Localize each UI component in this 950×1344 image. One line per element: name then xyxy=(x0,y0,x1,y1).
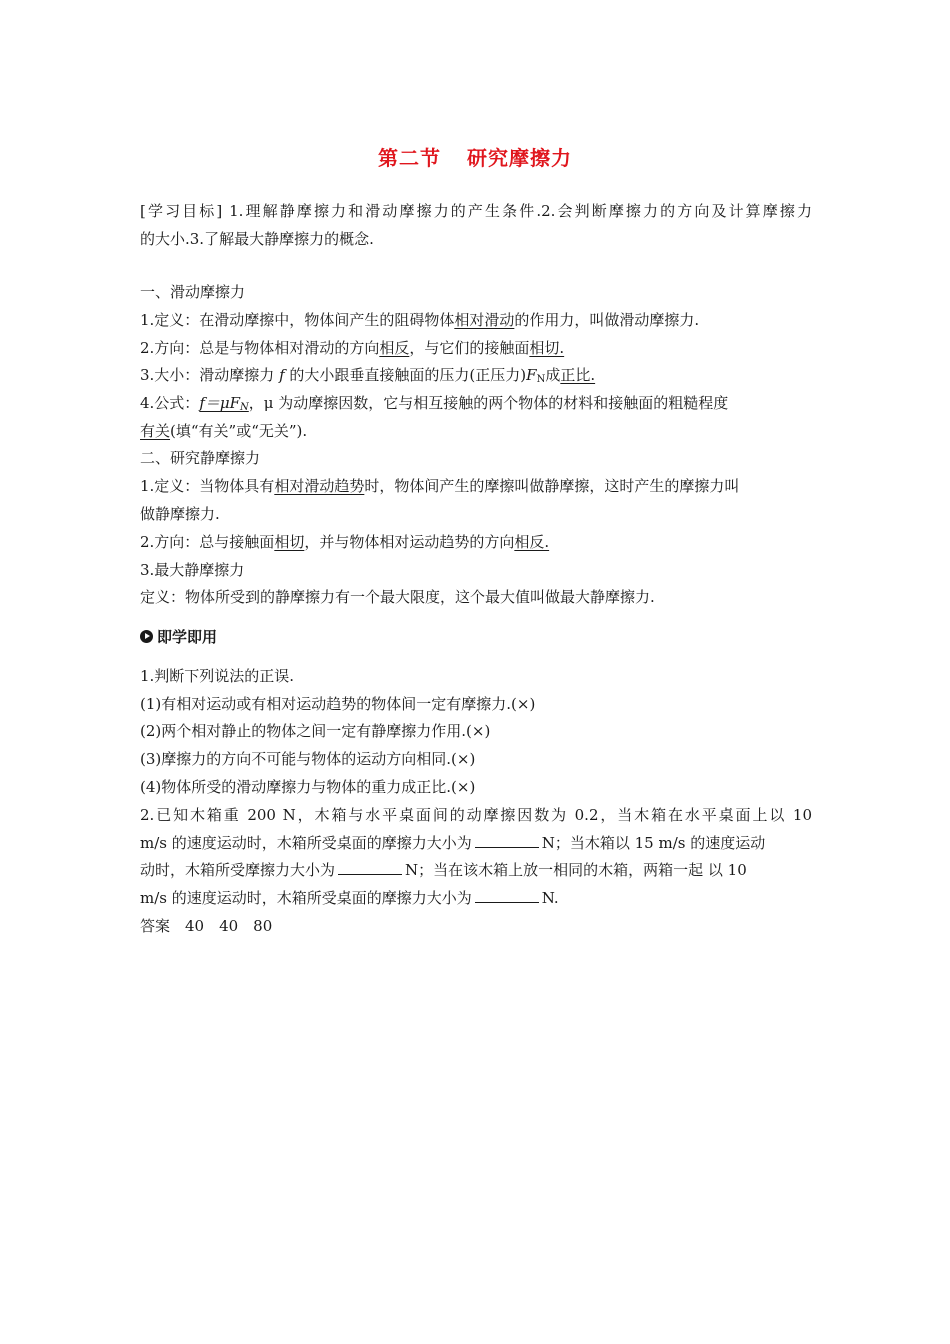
question-1-item: (1)有相对运动或有相对运动趋势的物体间一定有摩擦力.(×) xyxy=(140,695,536,713)
answer-underline: 相反. xyxy=(514,533,550,551)
question-2-line-1: 2.已知木箱重 200 N，木箱与水平桌面间的动摩擦因数为 0.2，当木箱在水平桌面上以 10 xyxy=(140,806,812,824)
title-topic: 研究摩擦力 xyxy=(467,146,572,170)
play-circle-icon xyxy=(140,630,153,643)
answer-line: 答案 40 40 80 xyxy=(140,917,273,935)
static-heading: 二、研究静摩擦力 xyxy=(140,449,261,467)
sliding-formula: 4.公式：$f=\mu F_N$，μ 为动摩擦因数，它与相互接触的两个物体的材料和接触面的粗糙程度 xyxy=(140,394,729,413)
sliding-heading: 一、滑动摩擦力 xyxy=(140,283,246,301)
question-1-item: (2)两个相对静止的物体之间一定有静摩擦力作用.(×) xyxy=(140,722,491,740)
objectives-line-1: [学习目标] 1.理解静摩擦力和滑动摩擦力的产生条件.2.会判断摩擦力的方向及计算摩擦力 xyxy=(140,202,812,220)
answer-underline: 相切 xyxy=(274,533,305,551)
question-2-line-2: m/s 的速度运动时，木箱所受桌面的摩擦力大小为 N；当木箱以 15 m/s 的速度运动 xyxy=(140,834,766,852)
question-1-item: (3)摩擦力的方向不可能与物体的运动方向相同.(×) xyxy=(140,750,476,768)
page-title xyxy=(0,142,950,171)
sliding-direction: 2.方向：总是与物体相对滑动的方向相反，与它们的接触面相切. xyxy=(140,339,565,357)
static-definition-cont: 做静摩擦力. xyxy=(140,505,220,523)
answer-underline: $f=\mu F_N$ xyxy=(199,394,249,413)
answer-blank xyxy=(338,860,402,875)
sliding-definition: 1.定义：在滑动摩擦中，物体间产生的阻碍物体相对滑动的作用力，叫做滑动摩擦力. xyxy=(140,311,700,329)
answer-underline: 相对滑动 xyxy=(454,311,515,329)
answer-blank xyxy=(475,833,539,848)
max-static-definition: 定义：物体所受到的静摩擦力有一个最大限度，这个最大值叫做最大静摩擦力. xyxy=(140,588,655,606)
static-direction: 2.方向：总与接触面相切，并与物体相对运动趋势的方向相反. xyxy=(140,533,550,551)
question-2-line-3: 动时，木箱所受摩擦力大小为 N；当在该木箱上放一相同的木箱，两箱一起 以 10 xyxy=(140,861,747,879)
objectives-line-2: 的大小.3.了解最大静摩擦力的概念. xyxy=(140,230,374,248)
max-static-heading: 3.最大静摩擦力 xyxy=(140,561,245,579)
question-1: 1.判断下列说法的正误. xyxy=(140,667,295,685)
practice-heading: 即学即用 xyxy=(140,623,812,651)
answer-underline: 正比. xyxy=(560,366,596,384)
sliding-formula-cont: 有关(填“有关”或“无关”). xyxy=(140,422,308,440)
answer-underline: 相切. xyxy=(529,339,565,357)
question-2-line-4: m/s 的速度运动时，木箱所受桌面的摩擦力大小为 N. xyxy=(140,889,559,907)
sliding-magnitude: 3.大小：滑动摩擦力 f 的大小跟垂直接触面的压力(正压力)$F_N$成正比. xyxy=(140,366,596,385)
answer-underline: 相对滑动趋势 xyxy=(274,477,365,495)
answer-underline: 相反 xyxy=(379,339,410,357)
answer-blank xyxy=(475,888,539,903)
answer-underline: 有关 xyxy=(140,422,171,440)
static-definition: 1.定义：当物体具有相对滑动趋势时，物体间产生的摩擦叫做静摩擦，这时产生的摩擦力叫 xyxy=(140,477,740,495)
title-section-number: 第二节 xyxy=(378,146,441,170)
question-1-item: (4)物体所受的滑动摩擦力与物体的重力成正比.(×) xyxy=(140,778,476,796)
